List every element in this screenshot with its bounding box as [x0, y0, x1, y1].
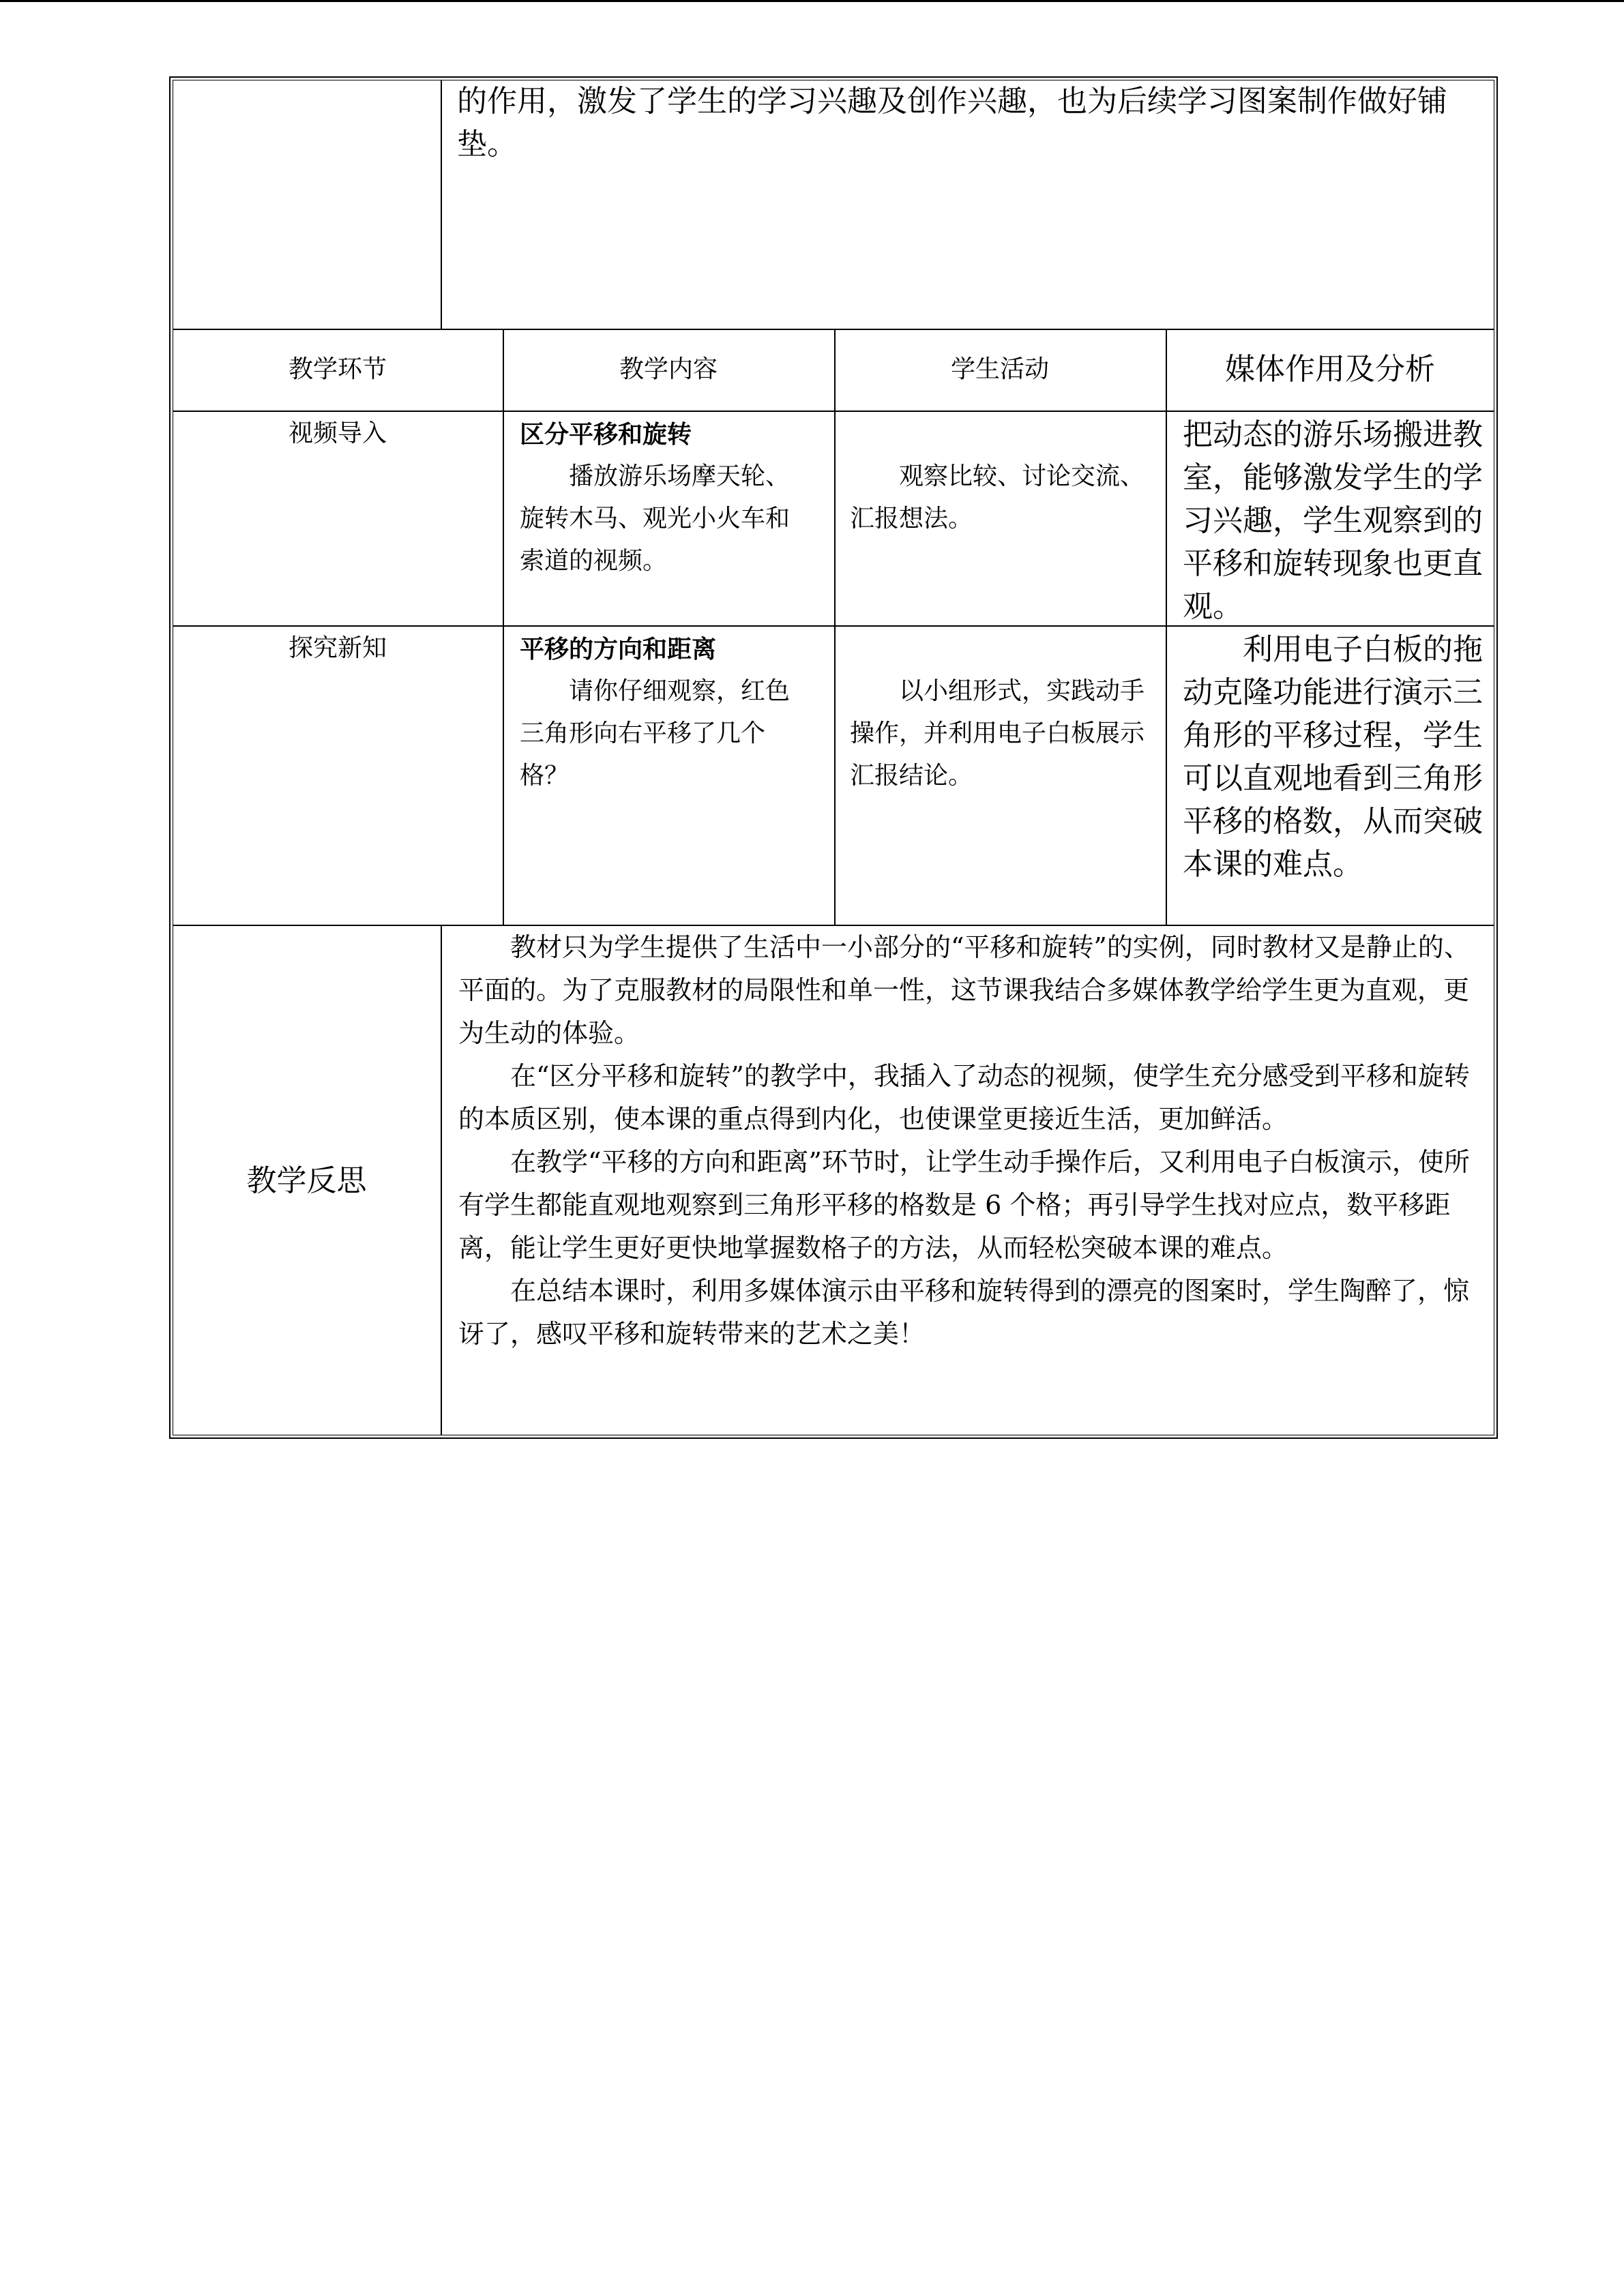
row2-stage: 探究新知 — [288, 634, 387, 662]
col-divider — [503, 329, 504, 925]
header-stage: 教学环节 — [288, 355, 387, 383]
reflection-paragraph: 教材只为学生提供了生活中一小部分的“平移和旋转”的实例，同时教材又是静止的、平面的。为了克服教材的局限性和单一性，这节课我结合多媒体教学给学生更为直观，更为生动的体验。 — [458, 932, 1470, 1048]
reflection-body — [458, 926, 1481, 1356]
row1-content-text: 播放游乐场摩天轮、旋转木马、观光小火车和索道的视频。 — [520, 462, 791, 575]
row1-activity: 观察比较、讨论交流、汇报想法。 — [850, 462, 1145, 533]
top-cell-text: 的作用，激发了学生的学习兴趣及创作兴趣，也为后续学习图案制作做好铺垫。 — [457, 84, 1447, 162]
row1-content-title: 区分平移和旋转 — [520, 420, 692, 449]
row2-content-title: 平移的方向和距离 — [520, 635, 717, 664]
page-top-border — [0, 0, 1624, 2]
row2-analysis: 利用电子白板的拖动克隆功能进行演示三角形的平移过程，学生可以直观地看到三角形平移的格数，从而突破本课的难点。 — [1183, 632, 1483, 882]
row-divider — [173, 329, 1494, 330]
row1-content — [520, 413, 809, 582]
reflection-paragraph: 在“区分平移和旋转”的教学中，我插入了动态的视频，使学生充分感受到平移和旋转的本质区别，使本课的重点得到内化，也使课堂更接近生活，更加鲜活。 — [458, 1061, 1470, 1134]
reflection-label: 教学反思 — [246, 1163, 367, 1198]
row1-analysis: 把动态的游乐场搬进教室，能够激发学生的学习兴趣，学生观察到的平移和旋转现象也更直观。 — [1183, 417, 1483, 624]
col-divider — [441, 925, 442, 1435]
col-divider — [441, 80, 442, 329]
reflection-paragraph: 在教学“平移的方向和距离”环节时，让学生动手操作后，又利用电子白板演示，使所有学生都能直观地观察到三角形平移的格数是 6 个格；再引导学生找对应点，数平移距离，能让学生更好更快地掌握数格子的方法，从而轻松突破本课的难点。 — [458, 1147, 1470, 1263]
col-divider — [834, 329, 836, 925]
header-content: 教学内容 — [619, 355, 718, 383]
row-divider — [173, 411, 1494, 412]
reflection-paragraph: 在总结本课时，利用多媒体演示由平移和旋转得到的漂亮的图案时，学生陶醉了，惊讶了，感叹平移和旋转带来的艺术之美！ — [458, 1276, 1470, 1349]
row1-stage: 视频导入 — [288, 419, 387, 447]
col-divider — [1166, 329, 1167, 925]
row2-activity: 以小组形式，实践动手操作，并利用电子白板展示汇报结论。 — [850, 677, 1145, 790]
header-activity: 学生活动 — [950, 355, 1049, 383]
row2-content — [520, 628, 809, 797]
header-analysis: 媒体作用及分析 — [1225, 352, 1435, 387]
row2-content-text: 请你仔细观察，红色三角形向右平移了几个格？ — [520, 677, 791, 790]
